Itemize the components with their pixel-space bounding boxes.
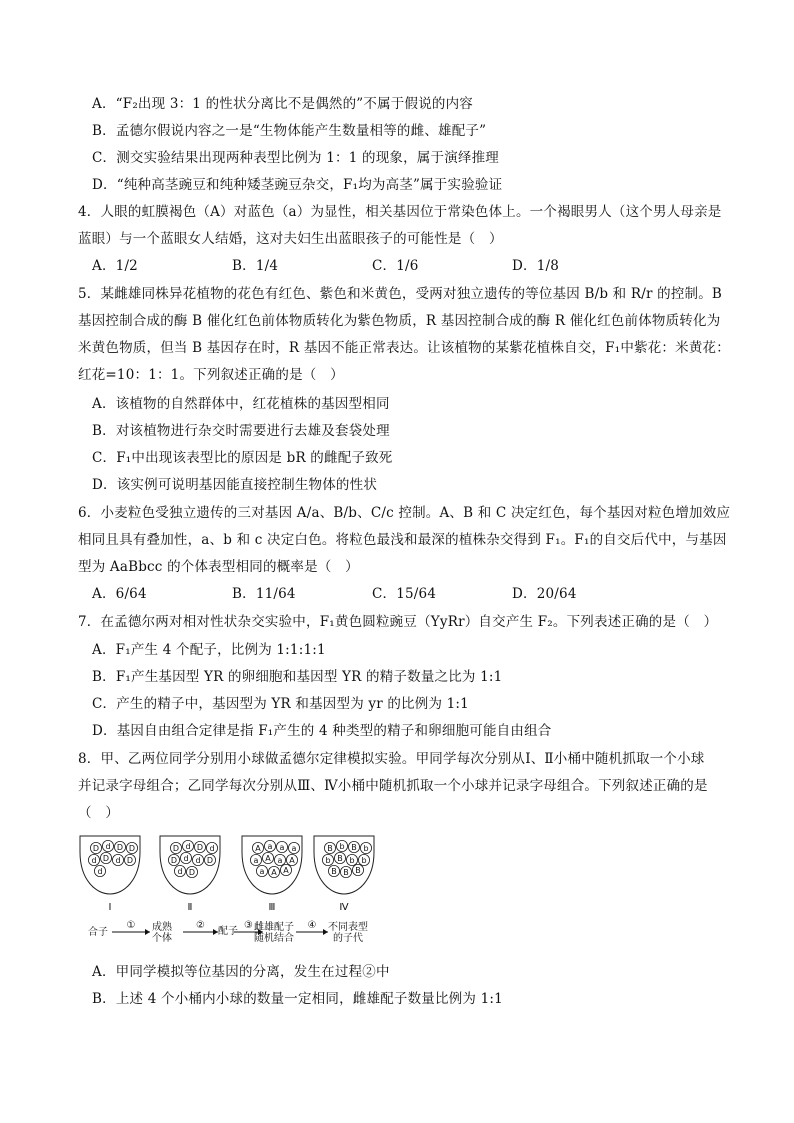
q5-stem-line-3: 米黄色物质，但当 B 基因存在时，R 基因不能正常表达。让该植物的某紫花植株自交，F₁中紫花：米黄花： <box>78 340 730 356</box>
ball-label: a <box>267 842 273 851</box>
q3-option-d: D．“纯种高茎豌豆和纯种矮茎豌豆杂交，F₁均为高茎”属于实验验证 <box>92 177 503 193</box>
ball-label: a <box>259 867 265 876</box>
q6-option-b: B．11/64 <box>232 586 296 602</box>
ball-label: a <box>291 844 297 853</box>
ball-label: D <box>172 844 180 853</box>
ball-label: d <box>115 856 121 865</box>
q4-stem-line-2: 蓝眼）与一个蓝眼女人结婚，这对夫妇生出蓝眼孩子的可能性是（ ） <box>78 231 503 247</box>
ball-label: D <box>170 856 178 865</box>
ball-label: b <box>339 842 345 851</box>
q8-stem-line-3: （ ） <box>78 805 120 821</box>
ball-label: d <box>185 842 191 851</box>
q6-option-a: A．6/64 <box>92 586 147 602</box>
q7-option-b: B．F₁产生基因型 YR 的卵细胞和基因型 YR 的精子数量之比为 1:1 <box>92 669 503 685</box>
q5-stem-line-2: 基因控制合成的酶 B 催化红色前体物质转化为紫色物质，R 基因控制合成的酶 R 催化红色前体物质转化为 <box>78 313 721 329</box>
bucket-2 <box>160 836 220 913</box>
ball-label: d <box>195 856 201 865</box>
ball-label: B <box>355 866 361 875</box>
flow-step-label: ② <box>196 920 205 931</box>
flow-arrowhead <box>145 929 150 935</box>
ball-label: D <box>196 843 204 852</box>
flow-start: 合子 <box>88 927 108 938</box>
ball-label: d <box>97 867 103 876</box>
flow-node-label: 不同表型 <box>328 922 368 933</box>
ball-label: D <box>128 844 136 853</box>
q8-stem-line-2: 并记录字母组合；乙同学每次分别从Ⅲ、Ⅳ小桶中随机抓取一个小球并记录字母组合。下列叙述正确的是 <box>78 778 708 794</box>
ball-label: A <box>255 844 261 853</box>
q4-option-a: A．1/2 <box>92 258 138 274</box>
ball-label: D <box>126 856 134 865</box>
flow-node-label: 随机结合 <box>254 933 294 944</box>
flow-node-label: 配子 <box>218 926 238 937</box>
q6-stem-line-1: 6．小麦粒色受独立遗传的三对基因 A/a、B/b、C/c 控制。A、B 和 C 决定红色，每个基因对粒色增加效应 <box>78 505 731 521</box>
bucket-label: Ⅱ <box>187 902 193 913</box>
bucket-label: Ⅳ <box>339 902 349 913</box>
ball-label: a <box>277 856 283 865</box>
q6-option-d: D．20/64 <box>512 586 577 602</box>
q6-stem-line-2: 相同且具有叠加性，a、b 和 c 决定白色。将粒色最浅和最深的植株杂交得到 F₁。F₁的自交后代中，与基因 <box>78 532 727 548</box>
ball-label: a <box>279 843 285 852</box>
ball-label: D <box>188 868 196 877</box>
q3-option-a: A．“F₂出现 3：1 的性状分离比不是偶然的”不属于假说的内容 <box>92 96 473 112</box>
flow-node-label: 成熟 <box>152 922 172 933</box>
q5-option-b: B．对该植物进行杂交时需要进行去雄及套袋处理 <box>92 423 390 439</box>
q4-option-b: B．1/4 <box>232 258 279 274</box>
flow-node-label: 的子代 <box>333 933 363 944</box>
ball-label: A <box>265 854 271 863</box>
ball-label: D <box>92 844 100 853</box>
flow-step-label: ① <box>126 920 136 931</box>
q7-stem-line-1: 7．在孟德尔两对相对性状杂交实验中，F₁黄色圆粒豌豆（YyRr）自交产生 F₂。下列表述正确的是（ ） <box>78 614 718 630</box>
bucket-label: Ⅰ <box>108 902 112 913</box>
q3-option-b: B．孟德尔假说内容之一是“生物体能产生数量相等的雌、雄配子” <box>92 123 487 139</box>
q5-option-a: A．该植物的自然群体中，红花植株的基因型相同 <box>92 396 390 412</box>
q4-stem-line-1: 4．人眼的虹膜褐色（A）对蓝色（a）为显性，相关基因位于常染色体上。一个褐眼男人（这个男人母亲是 <box>78 204 722 220</box>
ball-label: d <box>209 844 215 853</box>
buckets-figure <box>78 832 378 950</box>
bucket-4 <box>314 836 374 913</box>
bucket-3 <box>242 836 302 913</box>
ball-label: A <box>289 856 295 865</box>
ball-label: A <box>271 868 277 877</box>
q8-option-a: A．甲同学模拟等位基因的分离，发生在过程②中 <box>92 964 390 980</box>
ball-label: d <box>105 842 111 851</box>
ball-label: b <box>363 844 369 853</box>
ball-label: d <box>177 867 183 876</box>
q8-stem-line-1: 8．甲、乙两位同学分别用小球做孟德尔定律模拟实验。甲同学每次分别从Ⅰ、Ⅱ小桶中随机抓取一个小球 <box>78 751 705 767</box>
q6-stem-line-3: 型为 AaBbcc 的个体表型相同的概率是（ ） <box>78 559 359 575</box>
ball-label: B <box>331 867 337 876</box>
ball-label: d <box>91 856 97 865</box>
flow-step-label: ③ <box>244 920 253 931</box>
ball-label: B <box>351 843 357 852</box>
ball-label: b <box>349 856 355 865</box>
q7-option-a: A．F₁产生 4 个配子，比例为 1:1:1:1 <box>92 642 326 658</box>
ball-label: A <box>283 866 289 875</box>
ball-label: D <box>116 843 124 852</box>
q7-option-d: D．基因自由组合定律是指 F₁产生的 4 种类型的精子和卵细胞可能自由组合 <box>92 723 552 739</box>
bucket-1 <box>80 836 140 913</box>
flow-node-label: 个体 <box>152 933 172 944</box>
ball-label: b <box>325 856 331 865</box>
ball-label: D <box>102 854 110 863</box>
q4-option-d: D．1/8 <box>512 258 560 274</box>
ball-label: b <box>361 856 367 865</box>
bucket-label: Ⅲ <box>268 902 276 913</box>
ball-label: D <box>206 856 214 865</box>
ball-label: B <box>337 854 343 863</box>
q3-option-c: C．测交实验结果出现两种表型比例为 1：1 的现象，属于演绎推理 <box>92 150 499 166</box>
q4-option-c: C．1/6 <box>372 258 419 274</box>
q5-option-d: D．该实例可说明基因能直接控制生物体的性状 <box>92 477 378 493</box>
q6-option-c: C．15/64 <box>372 586 437 602</box>
ball-label: a <box>253 856 259 865</box>
q8-option-b: B．上述 4 个小桶内小球的数量一定相同，雌雄配子数量比例为 1:1 <box>92 991 503 1007</box>
flow-node-label: 雌雄配子 <box>254 922 294 933</box>
q5-stem-line-1: 5．某雌雄同株异花植物的花色有红色、紫色和米黄色，受两对独立遗传的等位基因 B/b 和 R/r 的控制。B <box>78 286 723 302</box>
flow-step-label: ④ <box>307 920 317 931</box>
ball-label: B <box>343 868 349 877</box>
ball-label: d <box>183 854 189 863</box>
ball-label: B <box>327 844 333 853</box>
q5-stem-line-4: 红花=10：1：1。下列叙述正确的是（ ） <box>78 367 344 383</box>
q5-option-c: C．F₁中出现该表型比的原因是 bR 的雌配子致死 <box>92 450 393 466</box>
q7-option-c: C．产生的精子中，基因型为 YR 和基因型为 yr 的比例为 1:1 <box>92 696 469 712</box>
